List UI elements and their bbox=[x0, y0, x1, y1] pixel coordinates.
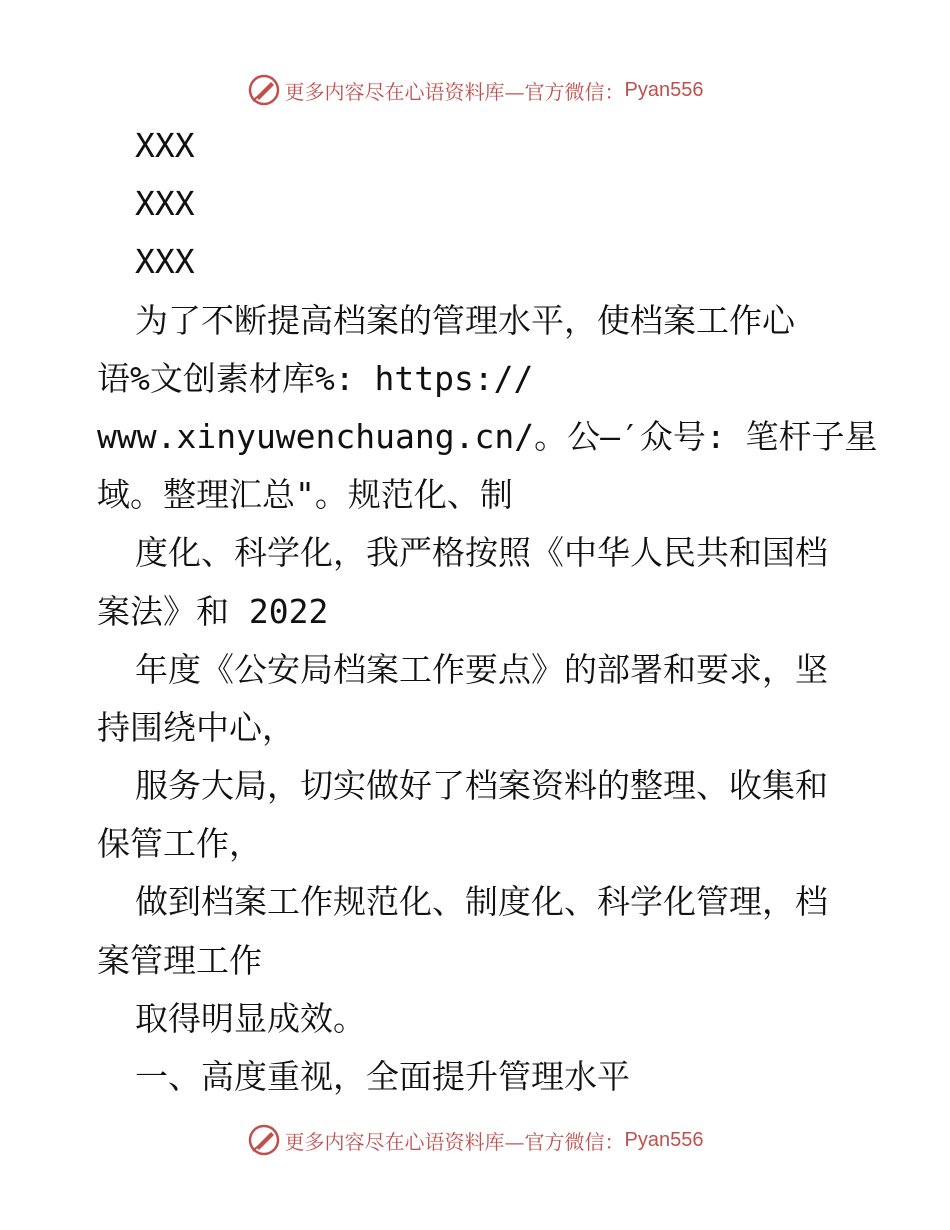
section-heading: 一、高度重视，全面提升管理水平 bbox=[135, 1057, 630, 1096]
banner-text: 更多内容尽在心语资料库—官方微信： bbox=[284, 79, 625, 104]
text-line: 案法》和 2022 bbox=[97, 591, 329, 631]
text-line: XXX bbox=[135, 184, 195, 224]
document-body bbox=[97, 117, 878, 1106]
quill-logo-icon bbox=[247, 73, 281, 107]
text-line: 服务大局，切实做好了档案资料的整理、收集和 bbox=[135, 766, 828, 806]
quill-logo-icon bbox=[247, 1123, 281, 1157]
text-line: 域。整理汇总"。规范化、制 bbox=[97, 475, 513, 515]
text-line: 保管工作， bbox=[97, 824, 262, 864]
text-line: XXX bbox=[135, 126, 195, 165]
banner-wechat-id: Pyan556 bbox=[624, 78, 704, 101]
text-line: 为了不断提高档案的管理水平，使档案工作心 bbox=[135, 300, 795, 340]
text-line: 取得明显成效。 bbox=[135, 998, 366, 1038]
text-line: www.xinyuwenchuang.cn/。公—′众号: 笔杆子星 bbox=[97, 416, 878, 456]
banner-wechat-id: Pyan556 bbox=[624, 1128, 704, 1151]
text-line: XXX bbox=[135, 242, 195, 282]
text-line: 案管理工作 bbox=[97, 940, 262, 980]
text-line: 持围绕中心， bbox=[97, 707, 295, 747]
text-line: 语%文创素材库%: https:// bbox=[97, 358, 534, 398]
text-line: 做到档案工作规范化、制度化、科学化管理，档 bbox=[135, 882, 828, 922]
banner-text: 更多内容尽在心语资料库—官方微信： bbox=[284, 1129, 625, 1154]
footer-watermark-banner bbox=[0, 1120, 950, 1160]
text-line: 度化、科学化，我严格按照《中华人民共和国档 bbox=[135, 533, 828, 573]
text-line: 年度《公安局档案工作要点》的部署和要求，坚 bbox=[135, 649, 828, 689]
header-watermark-banner bbox=[0, 70, 950, 110]
